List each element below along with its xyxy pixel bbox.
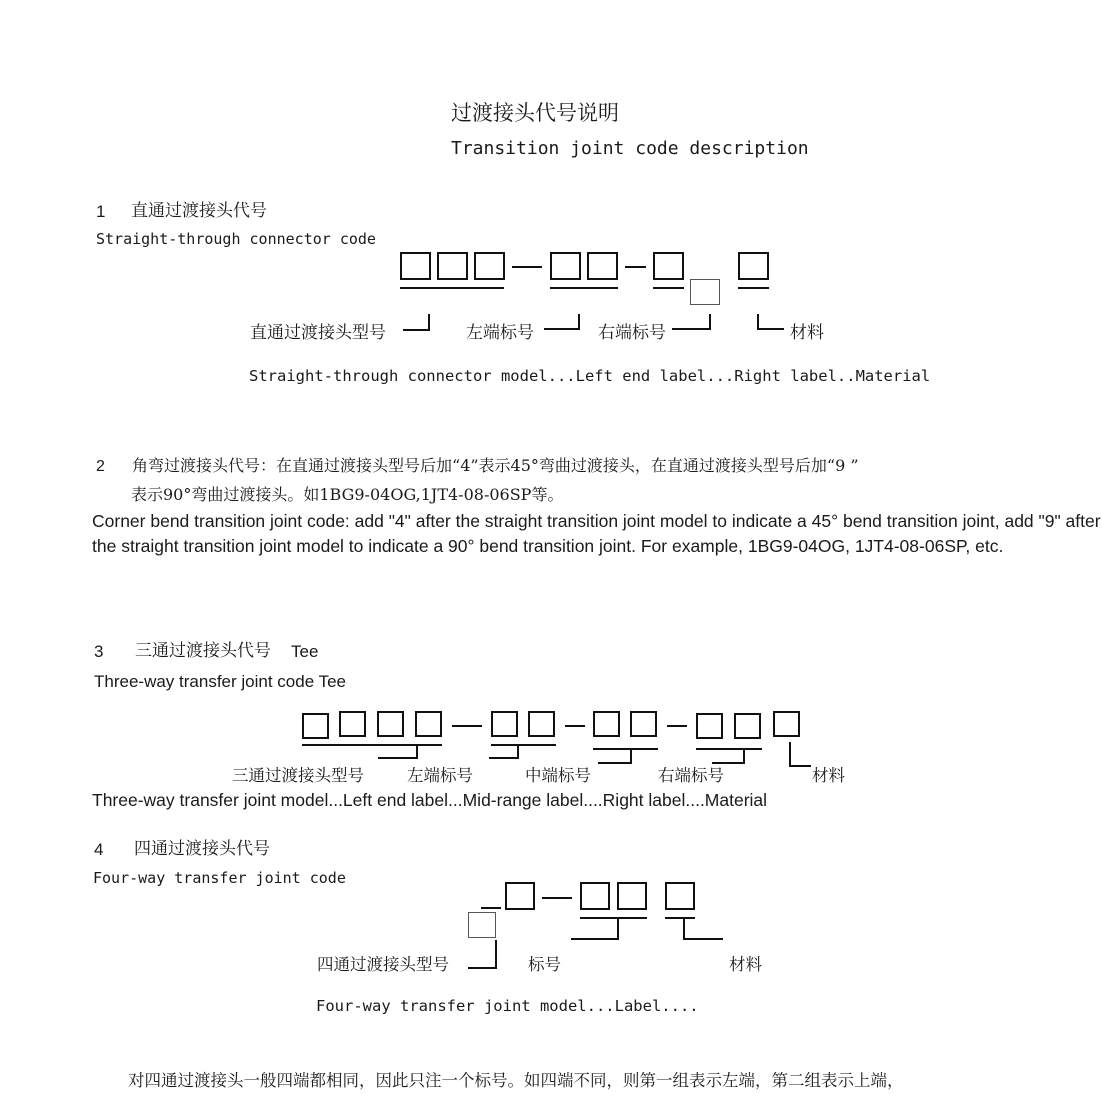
section-3-heading: 三通过渡接头代号 [135,641,271,660]
code-box [696,713,723,739]
underline [653,287,684,289]
leader-line [683,938,723,940]
code-box [617,882,647,910]
underline [302,744,442,746]
label-material: 材料 [790,323,824,343]
section-3-heading-en: Three-way transfer joint code Tee [94,672,346,691]
leader-line [709,314,711,329]
code-box [587,252,618,280]
underline [400,287,504,289]
underline [696,748,762,750]
code-box [339,711,366,737]
underline [481,907,501,909]
code-box [738,252,769,280]
label-material: 材料 [729,955,762,974]
leader-line [428,314,430,330]
code-box [400,252,431,280]
section-2-text-2: 表示90°弯曲过渡接头。如1BG9-04OG,1JT4-08-06SP等。 [131,485,564,504]
code-box [415,711,442,737]
code-box [505,882,535,910]
code-box [302,713,329,739]
code-dash [512,266,542,268]
underline [491,744,556,746]
section-3-caption: Three-way transfer joint model...Left end label...Mid-range label....Right label....Material [92,790,768,810]
section-1-caption: Straight-through connector model...Left end label...Right label..Material [249,367,931,385]
section-4-caption: Four-way transfer joint model...Label.... [316,997,699,1015]
code-box [773,711,800,737]
underline [580,917,647,919]
leader-line [403,329,430,331]
code-box [437,252,468,280]
code-box [474,252,505,280]
leader-line [571,938,619,940]
label-model: 直通过渡接头型号 [250,323,386,343]
leader-line [544,328,580,330]
section-2-english: Corner bend transition joint code: add "4" after the straight transition joint model to indicate a 45° bend transition joint, add "9" after the straight transition joint model to indicate a 90° bend transition joint. For example, 1BG9-04OG, 1JT4-08-06SP, etc. [92,511,1101,556]
code-box [491,711,518,737]
section-3-heading-tag: Tee [291,642,319,661]
label-label: 标号 [528,955,561,974]
underline [550,287,618,289]
code-box [377,711,404,737]
leader-line [789,742,791,766]
section-4-note: 对四通过渡接头一般四端都相同，因此只注一个标号。如四端不同，则第一组表示左端，第二组表示上端， [128,1071,904,1090]
leader-line [495,940,497,968]
leader-line [757,314,759,329]
underline [738,287,769,289]
leader-line [578,314,580,329]
leader-line [489,757,519,759]
leader-line [468,967,497,969]
leader-line [378,757,418,759]
label-left-end: 左端标号 [466,323,534,343]
code-dash [452,725,482,727]
code-box [630,711,657,737]
section-1-number: 1 [96,202,106,221]
code-box [734,713,761,739]
leader-line [712,762,745,764]
label-mid: 中端标号 [525,766,591,785]
section-4-number: 4 [94,840,104,859]
section-3-number: 3 [94,642,104,661]
leader-line [672,328,711,330]
code-box [580,882,610,910]
leader-line [683,919,685,939]
section-2-text-1: ：在直通过渡接头型号后加“4”表示45°弯曲过渡接头，在直通过渡接头型号后加“9 ” [260,456,859,475]
code-box [550,252,581,280]
section-2-number: 2 [96,458,105,475]
leader-line [757,328,784,330]
code-box [653,252,684,280]
leader-line [789,765,811,767]
leader-line [598,762,632,764]
section-4-heading-en: Four-way transfer joint code [93,869,346,887]
code-box [665,882,695,910]
code-box [528,711,555,737]
section-1-heading-en: Straight-through connector code [96,230,376,248]
code-dash [625,266,646,268]
underline [665,917,695,919]
underline [593,748,658,750]
label-right-end: 右端标号 [658,766,724,785]
code-dash [542,897,572,899]
page-title: 过渡接头代号说明 [451,102,619,125]
section-1-heading: 直通过渡接头代号 [131,201,267,220]
label-left-end: 左端标号 [407,766,473,785]
label-material: 材料 [812,766,845,785]
label-right-end: 右端标号 [598,323,666,343]
page-subtitle: Transition joint code description [451,138,809,159]
section-4-heading: 四通过渡接头代号 [134,839,270,858]
label-model: 三通过渡接头型号 [232,766,364,785]
optional-code-box [468,912,496,938]
code-box [593,711,620,737]
label-model: 四通过渡接头型号 [317,955,449,974]
optional-code-box [690,279,720,305]
leader-line [617,919,619,939]
code-dash [565,725,585,727]
section-2-line-1 [96,458,859,475]
section-2-heading: 角弯过渡接头代号 [132,458,261,475]
code-dash [667,725,687,727]
